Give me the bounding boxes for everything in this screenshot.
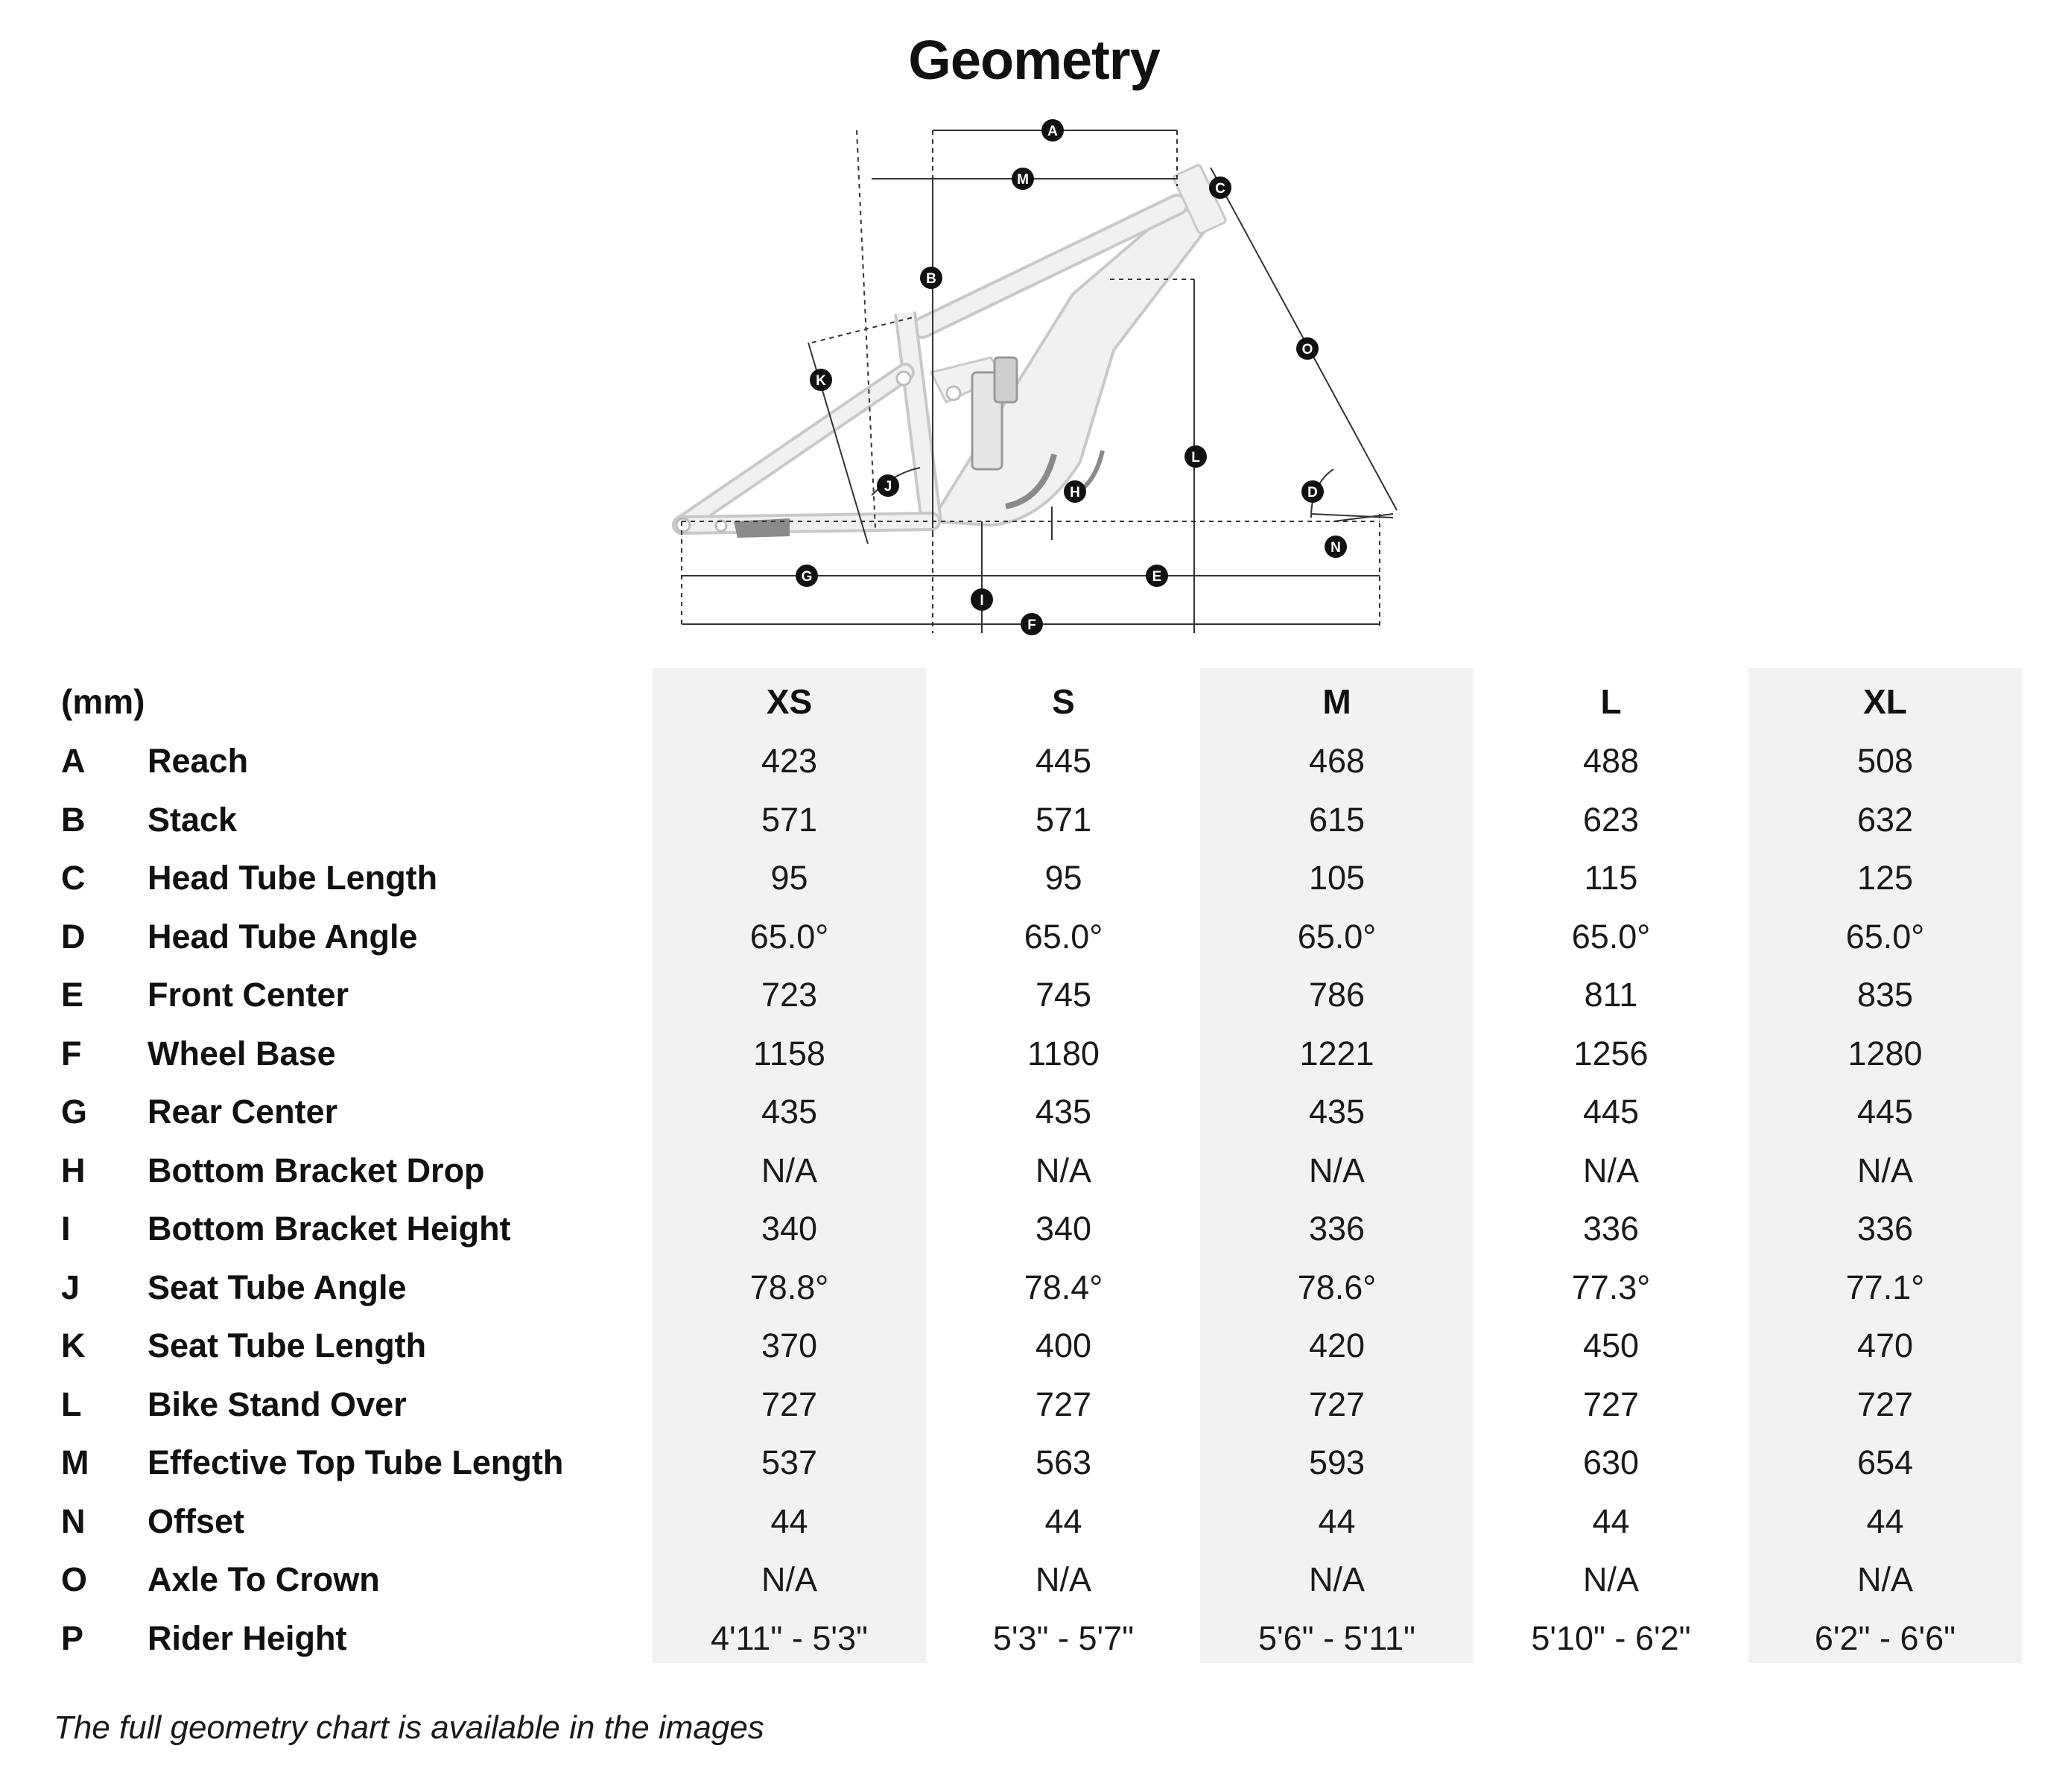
value-xl: 1280	[1847, 1034, 1923, 1073]
table-row	[0, 1200, 2068, 1258]
row-letter: E	[61, 976, 84, 1014]
row-letter: I	[61, 1210, 71, 1248]
row-letter: D	[61, 917, 86, 956]
table-row	[0, 791, 2068, 849]
value-xs: 4'11" - 5'3"	[711, 1618, 868, 1657]
value-s: N/A	[1035, 1560, 1091, 1598]
value-l: N/A	[1582, 1151, 1639, 1189]
svg-text:F: F	[1027, 617, 1036, 633]
svg-text:I: I	[980, 593, 984, 609]
table-row	[0, 966, 2068, 1024]
badge-I	[971, 588, 993, 611]
value-l: 336	[1582, 1210, 1640, 1248]
value-xl: 77.1°	[1845, 1268, 1925, 1306]
value-l: 727	[1582, 1385, 1640, 1423]
value-xs: 95	[770, 859, 808, 897]
value-m: 420	[1308, 1326, 1366, 1364]
frame-geometry-diagram	[656, 115, 1415, 644]
footnote: The full geometry chart is available in the images	[54, 1709, 764, 1746]
svg-text:M: M	[1017, 172, 1029, 188]
value-l: 5'10" - 6'2"	[1531, 1618, 1691, 1657]
value-s: 445	[1035, 742, 1092, 780]
row-letter: P	[61, 1618, 84, 1657]
value-m: 78.6°	[1297, 1268, 1377, 1306]
badge-J	[877, 474, 899, 497]
size-header-s: S	[1052, 682, 1075, 721]
size-header-m: M	[1322, 682, 1351, 721]
row-measurement-name: Front Center	[148, 976, 349, 1014]
table-row	[0, 849, 2068, 907]
value-xs: 537	[761, 1443, 818, 1481]
row-measurement-name: Wheel Base	[148, 1034, 336, 1073]
value-s: 435	[1035, 1093, 1092, 1131]
value-l: 65.0°	[1571, 917, 1651, 956]
svg-text:G: G	[801, 569, 813, 585]
svg-text:J: J	[884, 479, 892, 495]
row-measurement-name: Seat Tube Angle	[148, 1268, 407, 1306]
value-m: 435	[1308, 1093, 1366, 1131]
table-row	[0, 1025, 2068, 1083]
value-xl: N/A	[1856, 1560, 1913, 1598]
value-xs: 571	[761, 800, 818, 839]
value-s: 727	[1035, 1385, 1092, 1423]
value-m: 44	[1318, 1502, 1356, 1540]
value-xs: 723	[761, 976, 818, 1014]
row-letter: L	[61, 1385, 82, 1423]
value-l: 1256	[1573, 1034, 1649, 1073]
table-row	[0, 1493, 2068, 1551]
value-xl: 336	[1856, 1210, 1914, 1248]
badge-N	[1325, 536, 1347, 558]
value-m: 336	[1308, 1210, 1366, 1248]
table-row	[0, 1142, 2068, 1200]
row-letter: C	[61, 859, 86, 897]
badge-K	[810, 369, 832, 391]
svg-text:L: L	[1191, 450, 1200, 466]
table-row	[0, 1083, 2068, 1141]
value-s: 95	[1044, 859, 1082, 897]
unit-label: (mm)	[61, 682, 145, 721]
row-measurement-name: Head Tube Length	[148, 859, 438, 897]
size-header-l: L	[1600, 682, 1622, 721]
value-xl: 835	[1856, 976, 1914, 1014]
value-s: 65.0°	[1024, 917, 1103, 956]
row-measurement-name: Reach	[148, 742, 249, 780]
value-xl: 727	[1856, 1385, 1914, 1423]
badge-O	[1296, 337, 1319, 360]
value-l: 445	[1582, 1093, 1640, 1131]
value-l: 488	[1582, 742, 1640, 780]
table-row	[0, 1551, 2068, 1609]
value-xl: 65.0°	[1845, 917, 1925, 956]
svg-text:C: C	[1215, 181, 1225, 197]
table-row	[0, 1317, 2068, 1375]
value-l: 623	[1582, 800, 1640, 839]
value-l: 44	[1592, 1502, 1630, 1540]
badge-F	[1021, 613, 1043, 635]
value-l: 115	[1584, 859, 1638, 897]
svg-text:H: H	[1070, 485, 1080, 501]
table-row	[0, 1259, 2068, 1317]
value-s: 400	[1035, 1326, 1092, 1364]
table-row	[0, 1434, 2068, 1492]
svg-text:K: K	[816, 373, 826, 389]
value-l: 811	[1584, 976, 1638, 1014]
value-m: 105	[1308, 859, 1366, 897]
badge-D	[1301, 480, 1324, 503]
value-m: N/A	[1308, 1560, 1365, 1598]
value-m: 1221	[1299, 1034, 1374, 1073]
value-s: N/A	[1035, 1151, 1091, 1189]
value-s: 340	[1035, 1210, 1092, 1248]
row-letter: N	[61, 1502, 86, 1540]
svg-text:N: N	[1330, 540, 1341, 556]
badge-E	[1146, 565, 1168, 587]
value-s: 563	[1035, 1443, 1092, 1481]
row-letter: O	[61, 1560, 88, 1598]
bike-frame	[676, 164, 1226, 538]
badge-B	[920, 267, 942, 289]
value-l: 630	[1582, 1443, 1640, 1481]
value-xl: 654	[1856, 1443, 1914, 1481]
value-xs: 78.8°	[749, 1268, 829, 1306]
value-m: 593	[1308, 1443, 1366, 1481]
value-xl: 470	[1856, 1326, 1914, 1364]
value-xl: 44	[1866, 1502, 1904, 1540]
value-xs: 1158	[753, 1034, 825, 1073]
row-letter: K	[61, 1326, 86, 1364]
value-xs: 423	[761, 742, 818, 780]
value-xs: 435	[761, 1093, 818, 1131]
row-measurement-name: Bottom Bracket Height	[148, 1210, 511, 1248]
value-s: 78.4°	[1024, 1268, 1103, 1306]
badge-A	[1041, 119, 1064, 142]
table-row	[0, 732, 2068, 790]
svg-text:B: B	[926, 271, 936, 287]
value-s: 44	[1044, 1502, 1082, 1540]
size-header-xl: XL	[1863, 682, 1907, 721]
value-m: 468	[1308, 742, 1366, 780]
row-letter: M	[61, 1443, 89, 1481]
value-l: 77.3°	[1571, 1268, 1651, 1306]
row-measurement-name: Axle To Crown	[148, 1560, 380, 1598]
svg-text:A: A	[1047, 124, 1058, 139]
value-xl: 508	[1856, 742, 1914, 780]
row-letter: F	[61, 1034, 82, 1073]
row-measurement-name: Seat Tube Length	[148, 1326, 427, 1364]
value-xs: 370	[761, 1326, 818, 1364]
value-xs: 340	[761, 1210, 818, 1248]
value-xl: 445	[1856, 1093, 1914, 1131]
svg-text:D: D	[1307, 485, 1318, 501]
svg-text:E: E	[1152, 569, 1162, 585]
table-row	[0, 1610, 2068, 1668]
row-letter: H	[61, 1151, 86, 1189]
value-m: N/A	[1308, 1151, 1365, 1189]
row-measurement-name: Offset	[148, 1502, 245, 1540]
row-letter: B	[61, 800, 86, 839]
value-m: 786	[1308, 976, 1366, 1014]
row-measurement-name: Rider Height	[148, 1618, 347, 1657]
value-xl: 6'2" - 6'6"	[1814, 1618, 1956, 1657]
value-m: 5'6" - 5'11"	[1258, 1618, 1415, 1657]
row-letter: J	[61, 1268, 80, 1306]
value-xs: N/A	[761, 1560, 817, 1598]
value-l: N/A	[1582, 1560, 1639, 1598]
value-s: 745	[1035, 976, 1092, 1014]
value-xs: 727	[761, 1385, 818, 1423]
row-letter: G	[61, 1093, 88, 1131]
badge-M	[1012, 168, 1034, 190]
badge-H	[1064, 480, 1086, 503]
svg-text:O: O	[1301, 342, 1313, 358]
table-row	[0, 1376, 2068, 1434]
value-m: 615	[1308, 800, 1366, 839]
value-xl: 632	[1856, 800, 1914, 839]
value-xl: 125	[1856, 859, 1914, 897]
badge-C	[1209, 177, 1231, 199]
value-s: 571	[1035, 800, 1092, 839]
value-m: 65.0°	[1297, 917, 1377, 956]
value-m: 727	[1308, 1385, 1366, 1423]
row-letter: A	[61, 742, 86, 780]
value-xs: 44	[770, 1502, 808, 1540]
value-l: 450	[1582, 1326, 1640, 1364]
row-measurement-name: Bike Stand Over	[148, 1385, 407, 1423]
value-xs: 65.0°	[749, 917, 829, 956]
value-s: 5'3" - 5'7"	[992, 1618, 1135, 1657]
badge-L	[1184, 445, 1207, 468]
row-measurement-name: Effective Top Tube Length	[148, 1443, 564, 1481]
badge-G	[796, 565, 818, 587]
row-measurement-name: Rear Center	[148, 1093, 338, 1131]
row-measurement-name: Bottom Bracket Drop	[148, 1151, 485, 1189]
value-s: 1180	[1027, 1034, 1100, 1073]
value-xs: N/A	[761, 1151, 817, 1189]
value-xl: N/A	[1856, 1151, 1913, 1189]
size-header-xs: XS	[766, 682, 813, 721]
page-title: Geometry	[908, 29, 1160, 91]
row-measurement-name: Stack	[148, 800, 238, 839]
table-row	[0, 908, 2068, 966]
row-measurement-name: Head Tube Angle	[148, 917, 418, 956]
